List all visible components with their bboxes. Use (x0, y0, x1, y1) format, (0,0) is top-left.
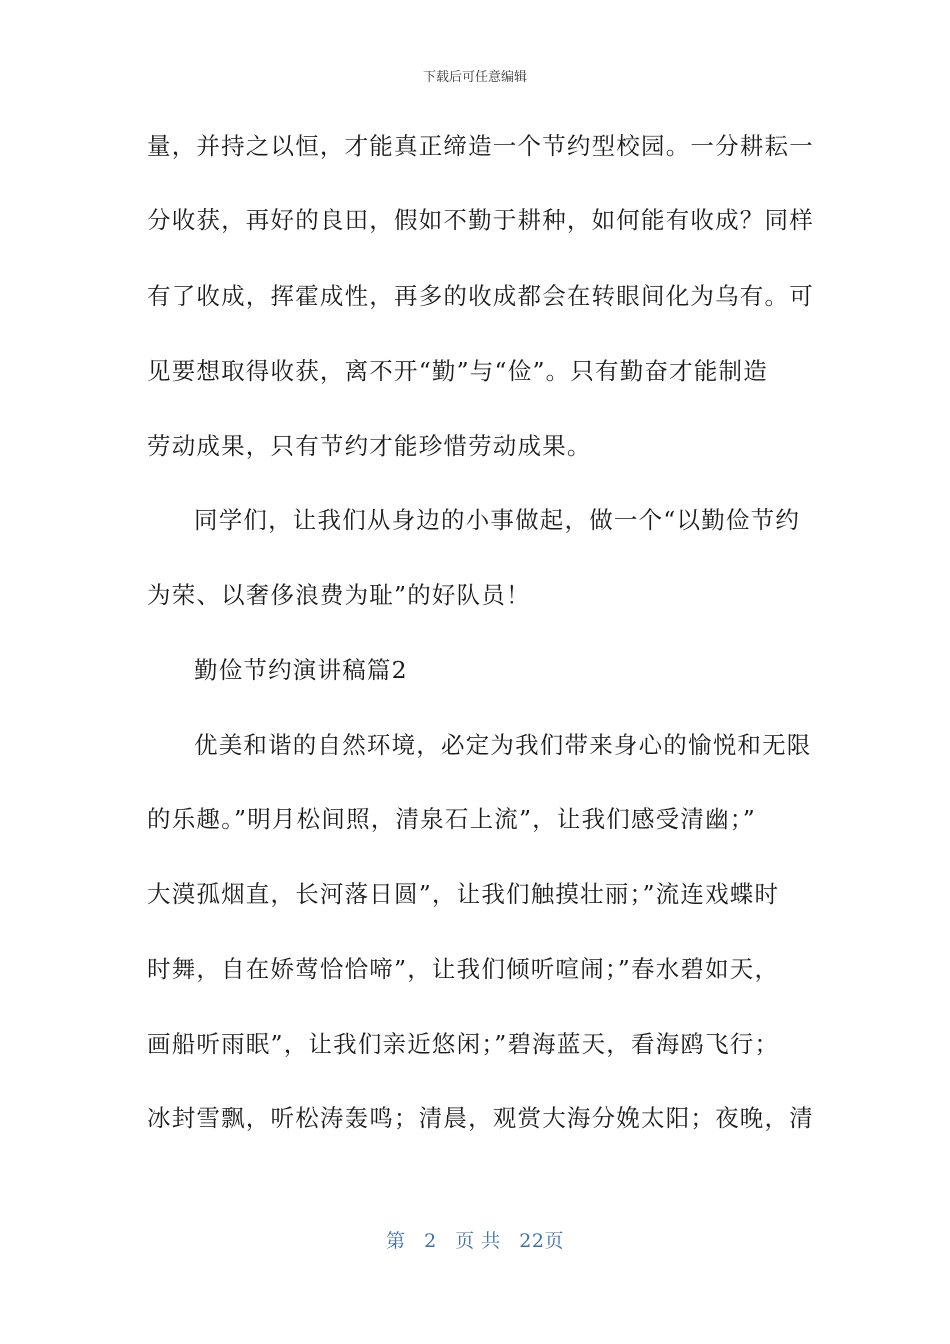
page-current: 2 (424, 1230, 437, 1252)
paragraph-line: 为荣、以奢侈浪费为耻”的好队员！ (147, 581, 531, 609)
paragraph-line: 同学们，让我们从身边的小事做起，做一个“以勤俭节约 (194, 506, 801, 534)
page-number-footer (0, 1226, 950, 1253)
paragraph-line: 的乐趣。”明月松间照，清泉石上流”，让我们感受清幽；” (147, 805, 756, 833)
paragraph-line: 量，并持之以恒，才能真正缔造一个节约型校园。一分耕耘一 (147, 132, 814, 160)
page-mid: 页 共 (455, 1230, 501, 1252)
paragraph-line: 优美和谐的自然环境，必定为我们带来身心的愉悦和无限 (194, 731, 812, 759)
section-heading: 勤俭节约演讲稿篇2 (194, 656, 408, 684)
paragraph-line: 大漠孤烟直，长河落日圆”，让我们触摸壮丽；”流连戏蝶时 (147, 880, 780, 908)
paragraph-line: 时舞，自在娇莺恰恰啼”，让我们倾听喧闹；”春水碧如天， (147, 955, 780, 983)
paragraph-line: 分收获，再好的良田，假如不勤于耕种，如何能有收成？同样 (147, 206, 814, 234)
page-total: 22页 (519, 1230, 564, 1252)
paragraph-line: 劳动成果，只有节约才能珍惜劳动成果。 (147, 432, 592, 460)
paragraph-line: 见要想取得收获，离不开“勤”与“俭”。只有勤奋才能制造 (147, 357, 768, 385)
page-prefix: 第 (386, 1230, 406, 1252)
page-header-note: 下载后可任意编辑 (422, 70, 527, 85)
paragraph-line: 画船听雨眠”，让我们亲近悠闲；”碧海蓝天，看海鸥飞行； (147, 1030, 780, 1058)
paragraph-line: 有了收成，挥霍成性，再多的收成都会在转眼间化为乌有。可 (147, 282, 814, 310)
paragraph-line: 冰封雪飘，听松涛轰鸣；清晨，观赏大海分娩太阳；夜晚，清 (147, 1104, 814, 1132)
